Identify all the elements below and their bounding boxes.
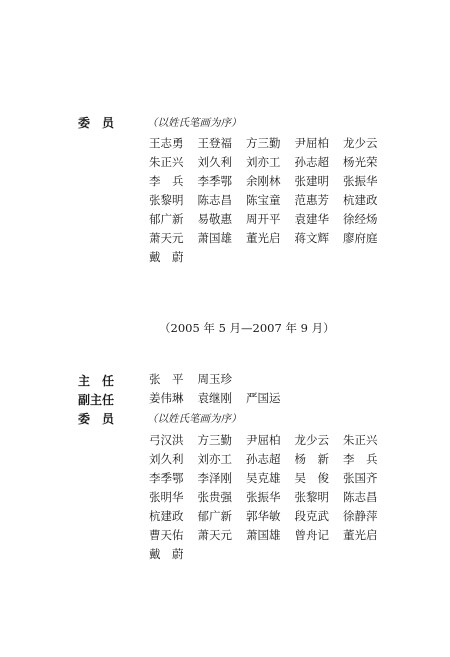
member-name: 易敬惠 xyxy=(197,212,232,226)
member-name: 刘亦工 xyxy=(197,452,232,466)
member-name: 张振华 xyxy=(343,174,378,188)
member-name: 张黎明 xyxy=(149,193,184,207)
member-name: 陈志昌 xyxy=(343,490,378,504)
section1-ordering-note: （以姓氏笔画为序） xyxy=(147,117,242,129)
deputy-director-label: 副主任 xyxy=(78,393,115,407)
member-name: 董光启 xyxy=(343,528,378,542)
member-name: 孙志超 xyxy=(246,452,281,466)
member-row xyxy=(149,231,392,245)
member-row xyxy=(149,547,392,561)
member-name: 张国齐 xyxy=(343,471,378,485)
deputy-director-names xyxy=(149,391,295,405)
member-row xyxy=(149,250,392,264)
member-name: 董光启 xyxy=(246,231,281,245)
deputy-director-name: 严国运 xyxy=(246,391,281,405)
member-name: 朱正兴 xyxy=(149,155,184,169)
member-name: 方三勤 xyxy=(246,136,281,150)
member-name: 郁广新 xyxy=(149,212,184,226)
member-name: 刘亦工 xyxy=(246,155,281,169)
member-name: 徐静萍 xyxy=(343,509,378,523)
member-name: 萧天元 xyxy=(197,528,232,542)
term-period: （2005 年 5 月—2007 年 9 月） xyxy=(159,321,335,335)
member-name: 余刚林 xyxy=(246,174,281,188)
member-name: 龙少云 xyxy=(343,136,378,150)
member-name: 吴克雄 xyxy=(246,471,281,485)
member-name: 杨光荣 xyxy=(343,155,378,169)
member-name: 尹屈柏 xyxy=(246,433,281,447)
member-name: 蒋文辉 xyxy=(294,231,329,245)
member-name: 杨 新 xyxy=(294,452,329,466)
member-name: 李季鄂 xyxy=(197,174,232,188)
member-name: 弓汉洪 xyxy=(149,433,184,447)
member-name: 戴 蔚 xyxy=(149,250,184,264)
member-row xyxy=(149,528,392,542)
member-name: 王登福 xyxy=(197,136,232,150)
member-name: 袁建华 xyxy=(294,212,329,226)
member-name: 吴 俊 xyxy=(294,471,329,485)
member-name: 曾舟记 xyxy=(294,528,329,542)
member-name: 陈志昌 xyxy=(197,193,232,207)
member-name: 刘久利 xyxy=(149,452,184,466)
member-name: 李 兵 xyxy=(343,452,378,466)
member-row xyxy=(149,471,392,485)
member-name: 曹天佑 xyxy=(149,528,184,542)
member-name: 刘久利 xyxy=(197,155,232,169)
section2-ordering-note: （以姓氏笔画为序） xyxy=(147,413,242,425)
director-label: 主 任 xyxy=(78,374,115,388)
member-name: 张建明 xyxy=(294,174,329,188)
member-row xyxy=(149,155,392,169)
member-name: 杭建政 xyxy=(343,193,378,207)
member-row xyxy=(149,509,392,523)
member-name: 陈宝童 xyxy=(246,193,281,207)
director-names xyxy=(149,372,246,386)
member-name: 龙少云 xyxy=(294,433,329,447)
member-row xyxy=(149,452,392,466)
member-name: 李 兵 xyxy=(149,174,184,188)
member-name: 萧国雄 xyxy=(197,231,232,245)
member-name: 张振华 xyxy=(246,490,281,504)
member-name: 戴 蔚 xyxy=(149,547,184,561)
member-name: 尹屈柏 xyxy=(294,136,329,150)
section1-member-list xyxy=(149,136,392,264)
member-name: 萧天元 xyxy=(149,231,184,245)
member-name: 张黎明 xyxy=(294,490,329,504)
member-name: 廖府庭 xyxy=(343,231,378,245)
member-row xyxy=(149,490,392,504)
member-name: 范惠芳 xyxy=(294,193,329,207)
section1-committee-label: 委 员 xyxy=(78,116,115,130)
member-name: 周开平 xyxy=(246,212,281,226)
member-row xyxy=(149,174,392,188)
director-name: 张 平 xyxy=(149,372,184,386)
section2-committee-label: 委 员 xyxy=(78,412,115,426)
deputy-director-name: 袁继刚 xyxy=(197,391,232,405)
member-name: 方三勤 xyxy=(197,433,232,447)
member-row xyxy=(149,193,392,207)
deputy-director-name: 姜伟琳 xyxy=(149,391,184,405)
member-name: 张贵强 xyxy=(197,490,232,504)
member-row xyxy=(149,212,392,226)
member-name: 孙志超 xyxy=(294,155,329,169)
member-name: 杭建政 xyxy=(149,509,184,523)
member-row xyxy=(149,136,392,150)
member-row xyxy=(149,433,392,447)
member-name: 李季鄂 xyxy=(149,471,184,485)
member-name: 张明华 xyxy=(149,490,184,504)
member-name: 王志勇 xyxy=(149,136,184,150)
member-name: 徐经炀 xyxy=(343,212,378,226)
member-name: 段克武 xyxy=(294,509,329,523)
member-name: 萧国雄 xyxy=(246,528,281,542)
member-name: 郭华敏 xyxy=(246,509,281,523)
member-name: 郁广新 xyxy=(197,509,232,523)
member-name: 李泽刚 xyxy=(197,471,232,485)
director-name: 周玉珍 xyxy=(197,372,232,386)
section2-member-list xyxy=(149,433,392,561)
member-name: 朱正兴 xyxy=(343,433,378,447)
